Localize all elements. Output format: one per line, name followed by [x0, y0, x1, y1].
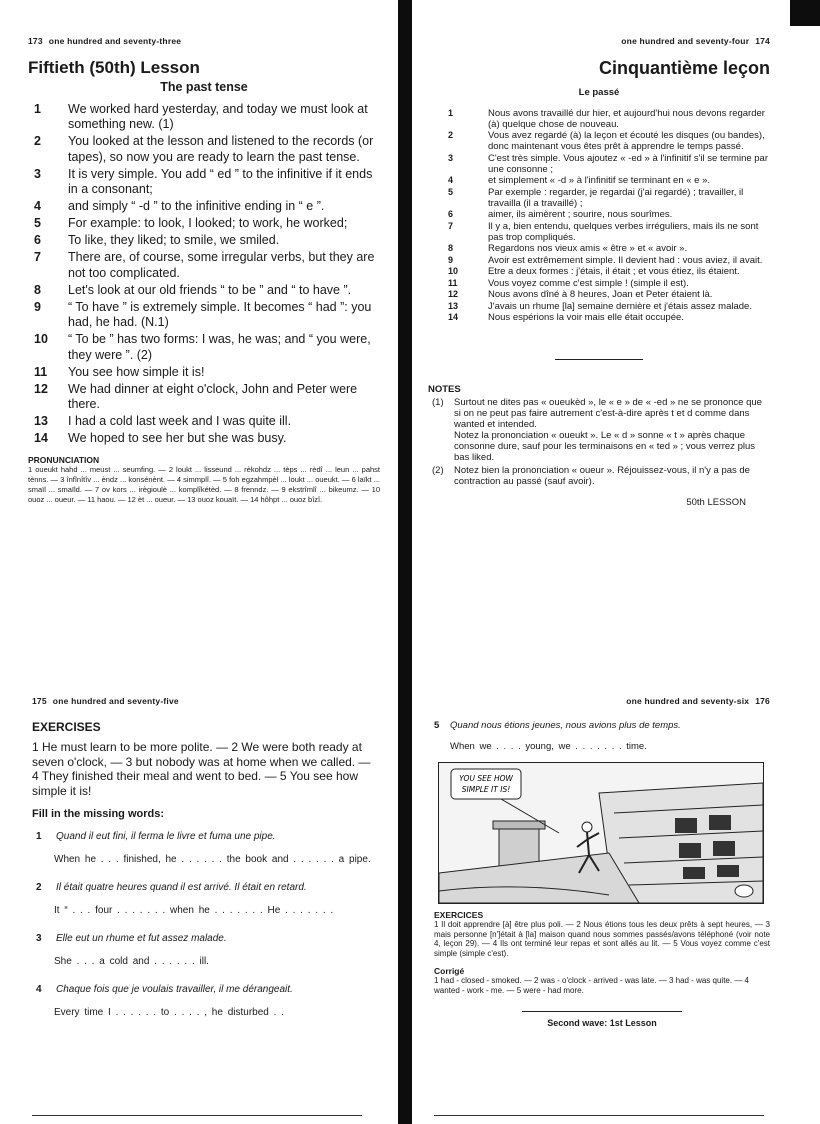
- sentence-row: [28, 382, 380, 413]
- sentence-number: 5: [34, 216, 41, 231]
- fill-in-answer: Every time I . . . . . . to . . . . , he disturbed . .: [54, 1007, 284, 1018]
- second-wave-note: Second wave: 1st Lesson: [522, 1011, 682, 1028]
- sentence-text: Nous espérions la voir mais elle était occupée.: [488, 312, 684, 324]
- sentence-number: 3: [448, 152, 454, 163]
- sentence-row: [28, 332, 380, 363]
- note-body: [454, 397, 770, 463]
- fill-in-question: [32, 881, 380, 894]
- question-text: Quand nous étions jeunes, nous avions plus de temps.: [450, 720, 681, 731]
- sentence-text: We hoped to see her but she was busy.: [68, 431, 287, 446]
- sentence-row: [428, 221, 770, 243]
- sentence-text: aimer, ils aimèrent ; sourire, nous sourîmes.: [488, 209, 673, 221]
- sentence-row: [28, 250, 380, 281]
- fill-in-heading: Fill in the missing words:: [32, 808, 165, 820]
- running-header-174: [428, 36, 770, 46]
- sentence-number: 7: [34, 250, 41, 265]
- sentence-number: 7: [448, 220, 454, 231]
- sentence-number: 1: [34, 101, 41, 116]
- question-number: 4: [36, 984, 42, 995]
- fill-in-answer: When he . . . finished, he . . . . . . the book and . . . . . . a pipe.: [54, 854, 371, 865]
- running-header-176: [434, 696, 770, 706]
- page-number: 175: [32, 696, 47, 706]
- sentence-number: 4: [448, 175, 454, 186]
- cartoon-drawing: [439, 763, 763, 903]
- page-header-text: one hundred and seventy-six: [626, 696, 750, 706]
- lesson-subtitle-english: The past tense: [160, 79, 248, 94]
- sentence-row: [428, 130, 770, 152]
- sentence-row: [28, 134, 380, 165]
- page-header-text: one hundred and seventy-four: [621, 36, 750, 46]
- exercices-text: 1 Il doit apprendre [à] être plus poli. — 2 Nous étions tous les deux prêts à sept heures, — 3 mais personne [n']était à [la] maison quand nous sommes passés/avons téléphoné (voir note 4, leçon 29). — 4 Ils ont terminé leur repas et sont allés au lit. — 5 Vous voyez comme c'est simple (simple c'est).: [434, 920, 770, 958]
- note-number: (1): [432, 397, 444, 409]
- sentence-row: [28, 216, 380, 232]
- running-header-175: [32, 696, 380, 706]
- sentence-row: [28, 233, 380, 249]
- sentence-text: There are, of course, some irregular verbs, but they are not too complicated.: [68, 250, 375, 280]
- page-header-text: one hundred and seventy-five: [52, 696, 179, 706]
- note-item: [428, 397, 770, 463]
- sentence-row: [28, 431, 380, 447]
- sentence-text: Il y a, bien entendu, quelques verbes irréguliers, mais ils ne sont pas trop compliqués.: [488, 220, 759, 243]
- question-number: 2: [36, 882, 42, 893]
- sentence-text: I had a cold last week and I was quite ill.: [68, 414, 292, 429]
- pronunciation-text: 1 oueukt hahd ... meust ... seumfing. — 2 loukt ... lisseund ... rèkohdz ... tèps ... rèdî ... leun ... pahst tènns. — 3 înfînîtîv ... èndz ... konsénènt. — 4 simmplî. — 5 foh egzahmpèl ... loukt ... oueukt. — 6 laïkt ... smaïl ... smaïld. — 7 ov kors ... irègioulè ... komplîkétèd. — 8 frenndz. — 9 ekstrîmlî ... bikeumz. — 10 ouoz ... oueur. — 11 haou. — 12 èt ... oueur. — 13 ouoz kouaït. — 14 hôhpt ... ouoz bîzî.: [28, 464, 380, 504]
- sentence-text: Nous avons travaillé dur hier, et aujourd'hui nous devons regarder (à) quelque chose de nouveau.: [488, 107, 765, 130]
- sentence-row: [428, 278, 770, 289]
- sentence-number: 4: [34, 199, 41, 214]
- sentence-number: 2: [448, 130, 454, 141]
- sentence-text: It is very simple. You add “ ed ” to the infinitive if it ends in a consonant;: [68, 166, 373, 197]
- sentence-text: Nous avons dîné à 8 heures, Joan et Peter étaient là.: [488, 289, 713, 301]
- fill-in-answer-5: When we . . . . young, we . . . . . . . time.: [450, 741, 647, 752]
- question-text: Elle eut un rhume et fut assez malade.: [56, 933, 227, 944]
- french-sentence-list: [428, 108, 770, 324]
- sentence-number: 12: [448, 289, 459, 300]
- note-paragraph: Surtout ne dites pas « oueukèd », le « e » de « -ed » ne se prononce que si on ne peut pas faire autrement c'est-à-dire après t et d comme dans wanted et intended.: [454, 397, 762, 431]
- lesson-title-english: Fiftieth (50th) Lesson: [28, 58, 200, 77]
- note-body: [454, 465, 770, 487]
- fill-in-item: [32, 983, 380, 1022]
- fill-in-answer: It “ . . . four . . . . . . . when he . . . . . . . He . . . . . . .: [54, 905, 334, 916]
- fill-in-question: [32, 830, 380, 843]
- fill-in-answer: She . . . a cold and . . . . . . ill.: [54, 956, 209, 967]
- fill-in-question-5: [434, 720, 770, 731]
- lesson-title-french: Cinquantième leçon: [598, 58, 770, 78]
- bottom-rule: [32, 1115, 362, 1116]
- question-text: Chaque fois que je voulais travailler, il me dérangeait.: [56, 984, 293, 995]
- sentence-row: [428, 266, 770, 277]
- cartoon-illustration: [438, 762, 764, 904]
- running-header-173: [28, 36, 380, 46]
- fill-in-item: [32, 830, 380, 869]
- sentence-row: [428, 209, 770, 220]
- sentence-text: et simplement « -d » à l'infinitif se terminant en « e ».: [488, 175, 711, 187]
- sentence-row: [428, 153, 770, 175]
- sentence-text: Let's look at our old friends “ to be ” and “ to have ”.: [68, 282, 352, 297]
- sentence-number: 14: [34, 431, 48, 446]
- sentence-text: We worked hard yesterday, and today we must look at something new. (1): [68, 101, 368, 132]
- question-text: Quand il eut fini, il ferma le livre et fuma une pipe.: [56, 831, 276, 842]
- sentence-text: Avoir est extrêmement simple. Il devient had : vous aviez, il avait.: [488, 254, 763, 266]
- notes-list: [428, 397, 770, 487]
- sentence-text: For example: to look, I looked; to work, he worked;: [68, 216, 348, 231]
- page-175: [0, 690, 400, 1124]
- sentence-row: [28, 102, 380, 133]
- sentence-row: [428, 289, 770, 300]
- sentence-text: Vous avez regardé (à) la leçon et écouté les disques (ou bandes), donc maintenant vous êtes prêt à apprendre le temps passé.: [488, 130, 765, 153]
- sentence-text: To like, they liked; to smile, we smiled.: [68, 233, 280, 248]
- sentence-row: [428, 187, 770, 209]
- sentence-text: and simply “ -d ” to the infinitive ending in “ e ”.: [68, 199, 325, 214]
- sentence-number: 5: [448, 186, 454, 197]
- sentence-number: 6: [34, 233, 41, 248]
- sentence-number: 13: [34, 414, 48, 429]
- question-number: 5: [434, 720, 440, 731]
- sentence-row: [28, 283, 380, 299]
- page-174: [410, 0, 820, 660]
- sentence-row: [428, 312, 770, 323]
- fill-in-item: [32, 881, 380, 920]
- sentence-number: 9: [448, 254, 454, 265]
- note-number: (2): [432, 465, 444, 477]
- note-paragraph: Notez la prononciation « oueukt ». Le « d » sonne « t » après chaque consonne dure, sauf pour les terminaisons en « ted » ; vous verrez plus bas liked.: [454, 430, 756, 464]
- sentence-number: 13: [448, 300, 459, 311]
- sentence-text: C'est très simple. Vous ajoutez « -ed » à l'infinitif s'il se termine par une consonne ;: [488, 152, 769, 175]
- sentence-number: 14: [448, 312, 459, 323]
- sentence-number: 9: [34, 299, 41, 314]
- sentence-number: 8: [448, 243, 454, 254]
- note-item: [428, 465, 770, 487]
- lesson-subtitle-french: Le passé: [578, 86, 620, 98]
- sentence-row: [428, 255, 770, 266]
- sentence-number: 10: [34, 332, 48, 347]
- fill-in-list: [32, 830, 380, 1022]
- svg-text:YOU SEE HOW: YOU SEE HOW: [459, 774, 513, 783]
- sentence-row: [28, 167, 380, 198]
- sentence-text: Par exemple : regarder, je regardai (j'ai regardé) ; travailler, il travailla (il a travaillé) ;: [488, 186, 744, 209]
- page-173: [0, 0, 400, 660]
- sentence-row: [428, 243, 770, 254]
- sentence-row: [428, 108, 770, 130]
- svg-text:SIMPLE IT IS!: SIMPLE IT IS!: [461, 785, 511, 794]
- sentence-number: 8: [34, 282, 41, 297]
- sentence-number: 10: [448, 266, 459, 277]
- sentence-number: 11: [448, 277, 458, 288]
- page-number: 174: [755, 36, 770, 46]
- sentence-row: [28, 365, 380, 381]
- exercises-text: 1 He must learn to be more polite. — 2 We were both ready at seven o'clock, — 3 but nobody was at home when we called. — 4 They finished their meal and went to bed. — 5 You see how simple it is!: [32, 740, 371, 798]
- sentence-text: “ To be ” has two forms: I was, he was; and “ you were, they were ”. (2): [68, 332, 371, 362]
- pronunciation-heading: PRONUNCIATION: [28, 454, 100, 465]
- sentence-number: 6: [448, 209, 454, 220]
- exercices-heading: EXERCICES: [434, 910, 484, 920]
- sentence-number: 11: [34, 364, 48, 379]
- question-number: 1: [36, 831, 42, 842]
- sentence-text: You looked at the lesson and listened to the records (or tapes), so now you are ready to learn the past tense.: [68, 134, 374, 164]
- sentence-text: “ To have ” is extremely simple. It becomes “ had ”: you had, he had. (N.1): [68, 299, 372, 330]
- sentence-text: You see how simple it is!: [68, 364, 205, 379]
- notes-heading: NOTES: [428, 384, 461, 396]
- exercises-heading: EXERCISES: [32, 720, 101, 734]
- sentence-row: [28, 414, 380, 430]
- fill-in-question: [32, 983, 380, 996]
- sentence-number: 1: [448, 107, 454, 118]
- fill-in-question: [32, 932, 380, 945]
- sentence-row: [428, 301, 770, 312]
- question-text: Il était quatre heures quand il est arrivé. Il était en retard.: [56, 882, 307, 893]
- sentence-text: Regardons nos vieux amis « être » et « avoir ».: [488, 243, 688, 255]
- sentence-number: 2: [34, 134, 41, 149]
- fill-in-item: [32, 932, 380, 971]
- english-sentence-list: [28, 102, 380, 447]
- bottom-rule: [434, 1115, 764, 1116]
- note-paragraph: Notez bien la prononciation « oueur ». Réjouissez-vous, il n'y a pas de contraction au passé (sauf avoir).: [454, 465, 750, 488]
- corrige-text: 1 had - closed - smoked. — 2 was - o'clock - arrived - was late. — 3 had - was quite. — 4 wanted - work - me. — 5 were - had more.: [434, 976, 749, 995]
- page-header-text: one hundred and seventy-three: [48, 36, 182, 46]
- sentence-text: We had dinner at eight o'clock, John and Peter were there.: [68, 381, 358, 412]
- sentence-number: 12: [34, 381, 48, 396]
- page-number: 176: [755, 696, 770, 706]
- page-number: 173: [28, 36, 43, 46]
- sentence-row: [428, 175, 770, 186]
- question-number: 3: [36, 933, 42, 944]
- sentence-text: Vous voyez comme c'est simple ! (simple il est).: [488, 277, 689, 289]
- sentence-number: 3: [34, 166, 41, 181]
- lesson-tag: 50th LESSON: [686, 497, 746, 509]
- sentence-row: [28, 199, 380, 215]
- corrige-heading: Corrigé: [434, 966, 465, 976]
- page-176: [410, 690, 820, 1124]
- sentence-row: [28, 300, 380, 331]
- sentence-text: Etre a deux formes : j'étais, il était ; et vous étiez, ils étaient.: [488, 266, 740, 278]
- sentence-text: J'avais un rhume [la] semaine dernière et j'étais assez malade.: [488, 300, 752, 312]
- section-divider: [555, 359, 643, 360]
